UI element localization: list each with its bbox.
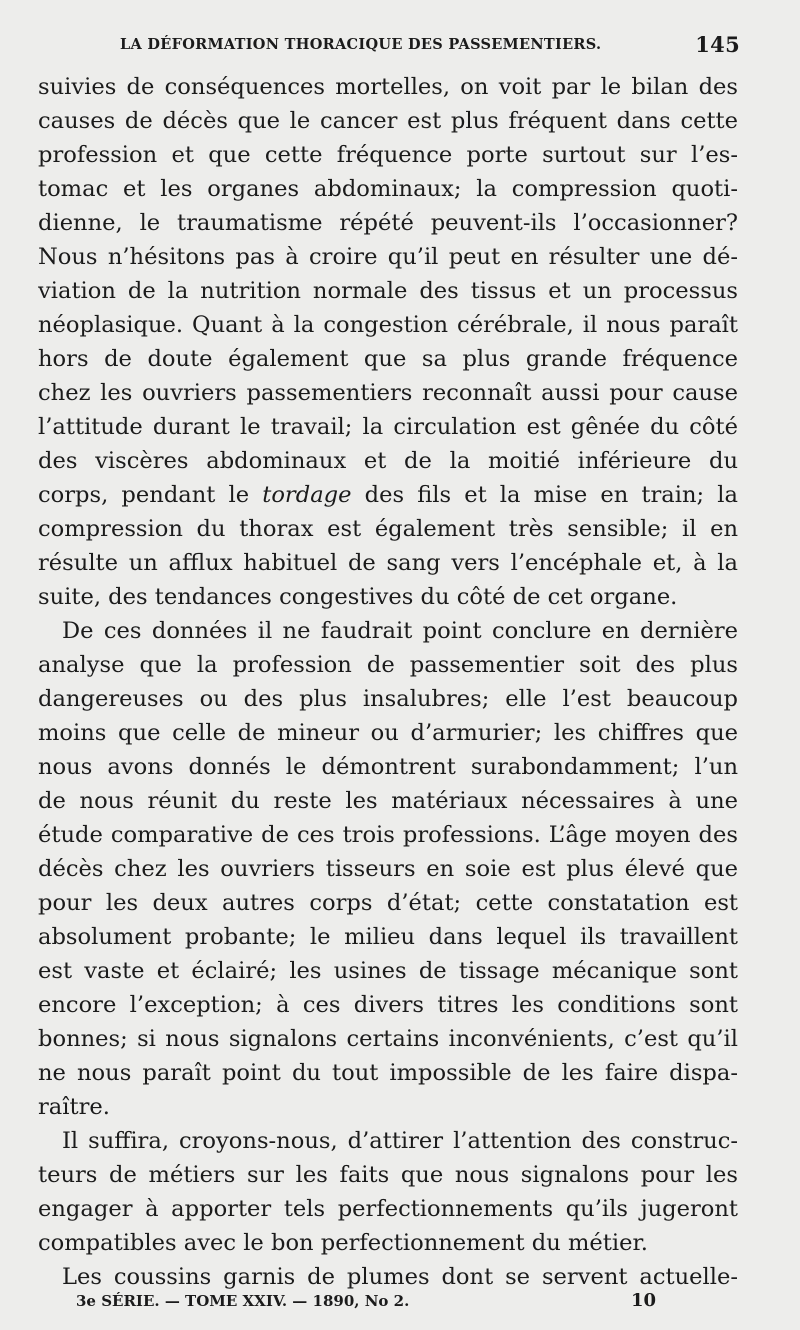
text-line: encore l’exception; à ces divers titres les conditions sont bbox=[38, 992, 738, 1018]
running-head bbox=[120, 34, 740, 56]
text-line: ne nous paraît point du tout impossible de les faire dispa- bbox=[38, 1060, 738, 1086]
text-line: absolument probante; le milieu dans lequel ils travaillent bbox=[38, 924, 738, 950]
text-line: résulte un afflux habituel de sang vers l’encéphale et, à la bbox=[38, 550, 738, 576]
text-line: de nous réunit du reste les matériaux nécessaires à une bbox=[38, 788, 738, 814]
text-line: causes de décès que le cancer est plus fréquent dans cette bbox=[38, 108, 738, 134]
text-line-head: corps, pendant le bbox=[38, 482, 263, 508]
text-line: dienne, le traumatisme répété peuvent-ils l’occasionner? bbox=[38, 210, 738, 236]
text-line: compatibles avec le bon perfectionnement du métier. bbox=[38, 1230, 648, 1256]
italic-term: tordage bbox=[262, 482, 352, 508]
text-line: nous avons donnés le démontrent surabondamment; l’un bbox=[38, 754, 738, 780]
signature-mark: 3e SÉRIE. — TOME XXIV. — 1890, No 2. bbox=[76, 1292, 410, 1310]
text-line: raître. bbox=[38, 1094, 110, 1120]
text-line: l’attitude durant le travail; la circulation est gênée du côté bbox=[38, 414, 738, 440]
text-line: Nous n’hésitons pas à croire qu’il peut en résulter une dé- bbox=[38, 244, 738, 270]
text-line-tail: des fils et la mise en train; la bbox=[351, 482, 738, 508]
text-line: De ces données il ne faudrait point conclure en dernière bbox=[62, 618, 738, 644]
text-line: néoplasique. Quant à la congestion cérébrale, il nous paraît bbox=[38, 312, 738, 338]
text-line: teurs de métiers sur les faits que nous signalons pour les bbox=[38, 1162, 738, 1188]
text-line: Il suffira, croyons-nous, d’attirer l’attention des construc- bbox=[62, 1128, 738, 1154]
text-line-with-italic bbox=[38, 478, 738, 512]
text-line: tomac et les organes abdominaux; la compression quoti- bbox=[38, 176, 738, 202]
text-line: moins que celle de mineur ou d’armurier; les chiffres que bbox=[38, 720, 738, 746]
text-line: étude comparative de ces trois professions. L’âge moyen des bbox=[38, 822, 738, 848]
body-text bbox=[38, 70, 738, 1294]
text-line: bonnes; si nous signalons certains inconvénients, c’est qu’il bbox=[38, 1026, 738, 1052]
text-line: pour les deux autres corps d’état; cette constatation est bbox=[38, 890, 738, 916]
text-line: suite, des tendances congestives du côté de cet organe. bbox=[38, 584, 678, 610]
text-line: hors de doute également que sa plus grande fréquence bbox=[38, 346, 738, 372]
running-title: LA DÉFORMATION THORACIQUE DES PASSEMENTIERS. bbox=[120, 36, 602, 53]
page-footer bbox=[76, 1290, 656, 1314]
text-line: viation de la nutrition normale des tissus et un processus bbox=[38, 278, 738, 304]
folio-number: 10 bbox=[630, 1290, 656, 1311]
page-number: 145 bbox=[695, 32, 740, 57]
text-line: compression du thorax est également très sensible; il en bbox=[38, 516, 738, 542]
text-line: est vaste et éclairé; les usines de tissage mécanique sont bbox=[38, 958, 738, 984]
text-line: chez les ouvriers passementiers reconnaît aussi pour cause bbox=[38, 380, 738, 406]
text-line: profession et que cette fréquence porte surtout sur l’es- bbox=[38, 142, 738, 168]
text-line: suivies de conséquences mortelles, on voit par le bilan des bbox=[38, 74, 738, 100]
text-line: des viscères abdominaux et de la moitié inférieure du bbox=[38, 448, 738, 474]
text-line: dangereuses ou des plus insalubres; elle l’est beaucoup bbox=[38, 686, 738, 712]
text-line: Les coussins garnis de plumes dont se servent actuelle- bbox=[62, 1264, 738, 1290]
text-line: décès chez les ouvriers tisseurs en soie est plus élevé que bbox=[38, 856, 738, 882]
text-line: engager à apporter tels perfectionnements qu’ils jugeront bbox=[38, 1196, 738, 1222]
text-line: analyse que la profession de passementier soit des plus bbox=[38, 652, 738, 678]
